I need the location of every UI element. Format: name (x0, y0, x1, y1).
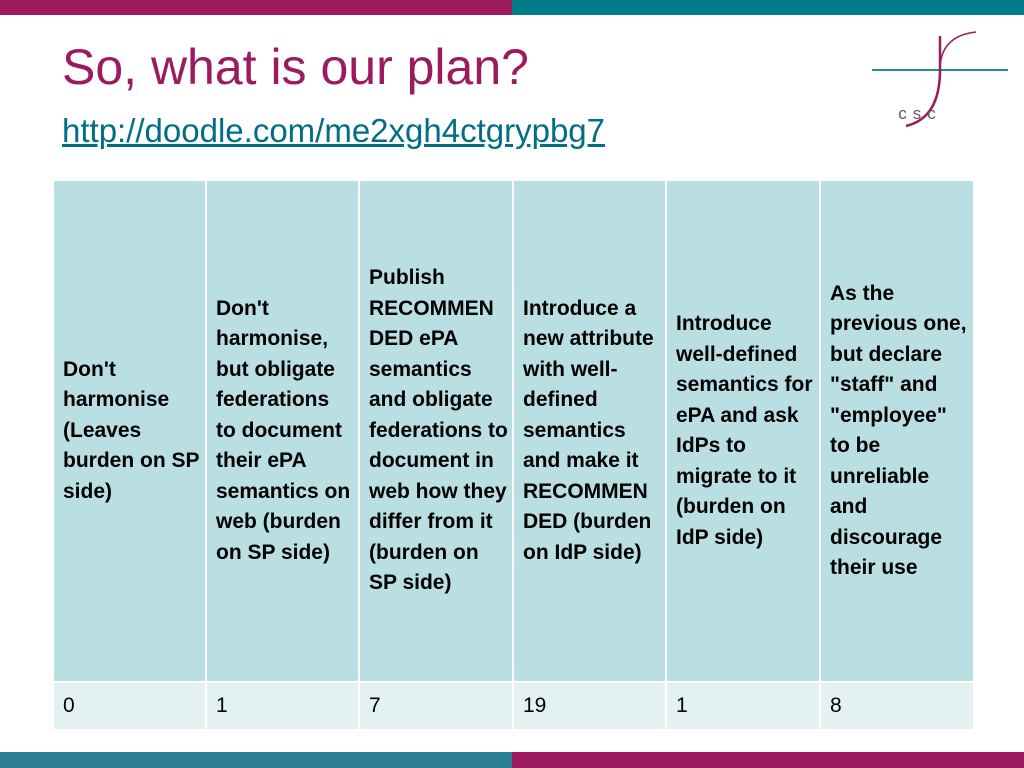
vote-count-cell: 0 (53, 682, 206, 730)
option-cell: Don't harmonise (Leaves burden on SP side) (53, 180, 206, 682)
top-bar-teal (512, 0, 1024, 15)
options-row (53, 180, 974, 682)
doodle-link[interactable]: http://doodle.com/me2xgh4ctgrypbg7 (62, 112, 606, 149)
bottom-bar-magenta (512, 752, 1024, 768)
vote-count-cell: 7 (359, 682, 513, 730)
option-cell: Introduce well-defined semantics for ePA and ask IdPs to migrate to it (burden on IdP side) (666, 180, 820, 682)
plan-options-table (52, 179, 975, 731)
option-cell: Introduce a new attribute with well-defined semantics and make it RECOMMENDED (burden on IdP side) (513, 180, 666, 682)
vote-count-cell: 8 (820, 682, 974, 730)
bottom-bar-teal (0, 752, 512, 768)
option-cell: Don't harmonise, but obligate federations to document their ePA semantics on web (burden on SP side) (206, 180, 359, 682)
vote-count-cell: 1 (666, 682, 820, 730)
votes-row (53, 682, 974, 730)
top-bar-magenta (0, 0, 512, 15)
option-cell: As the previous one, but declare "staff" and "employee" to be unreliable and discourage their use (820, 180, 974, 682)
vote-count-cell: 1 (206, 682, 359, 730)
option-cell: Publish RECOMMENDED ePA semantics and obligate federations to document in web how they differ from it (burden on SP side) (359, 180, 513, 682)
csc-logo-text: csc (898, 104, 942, 123)
slide-title: So, what is our plan? (62, 39, 529, 95)
vote-count-cell: 19 (513, 682, 666, 730)
